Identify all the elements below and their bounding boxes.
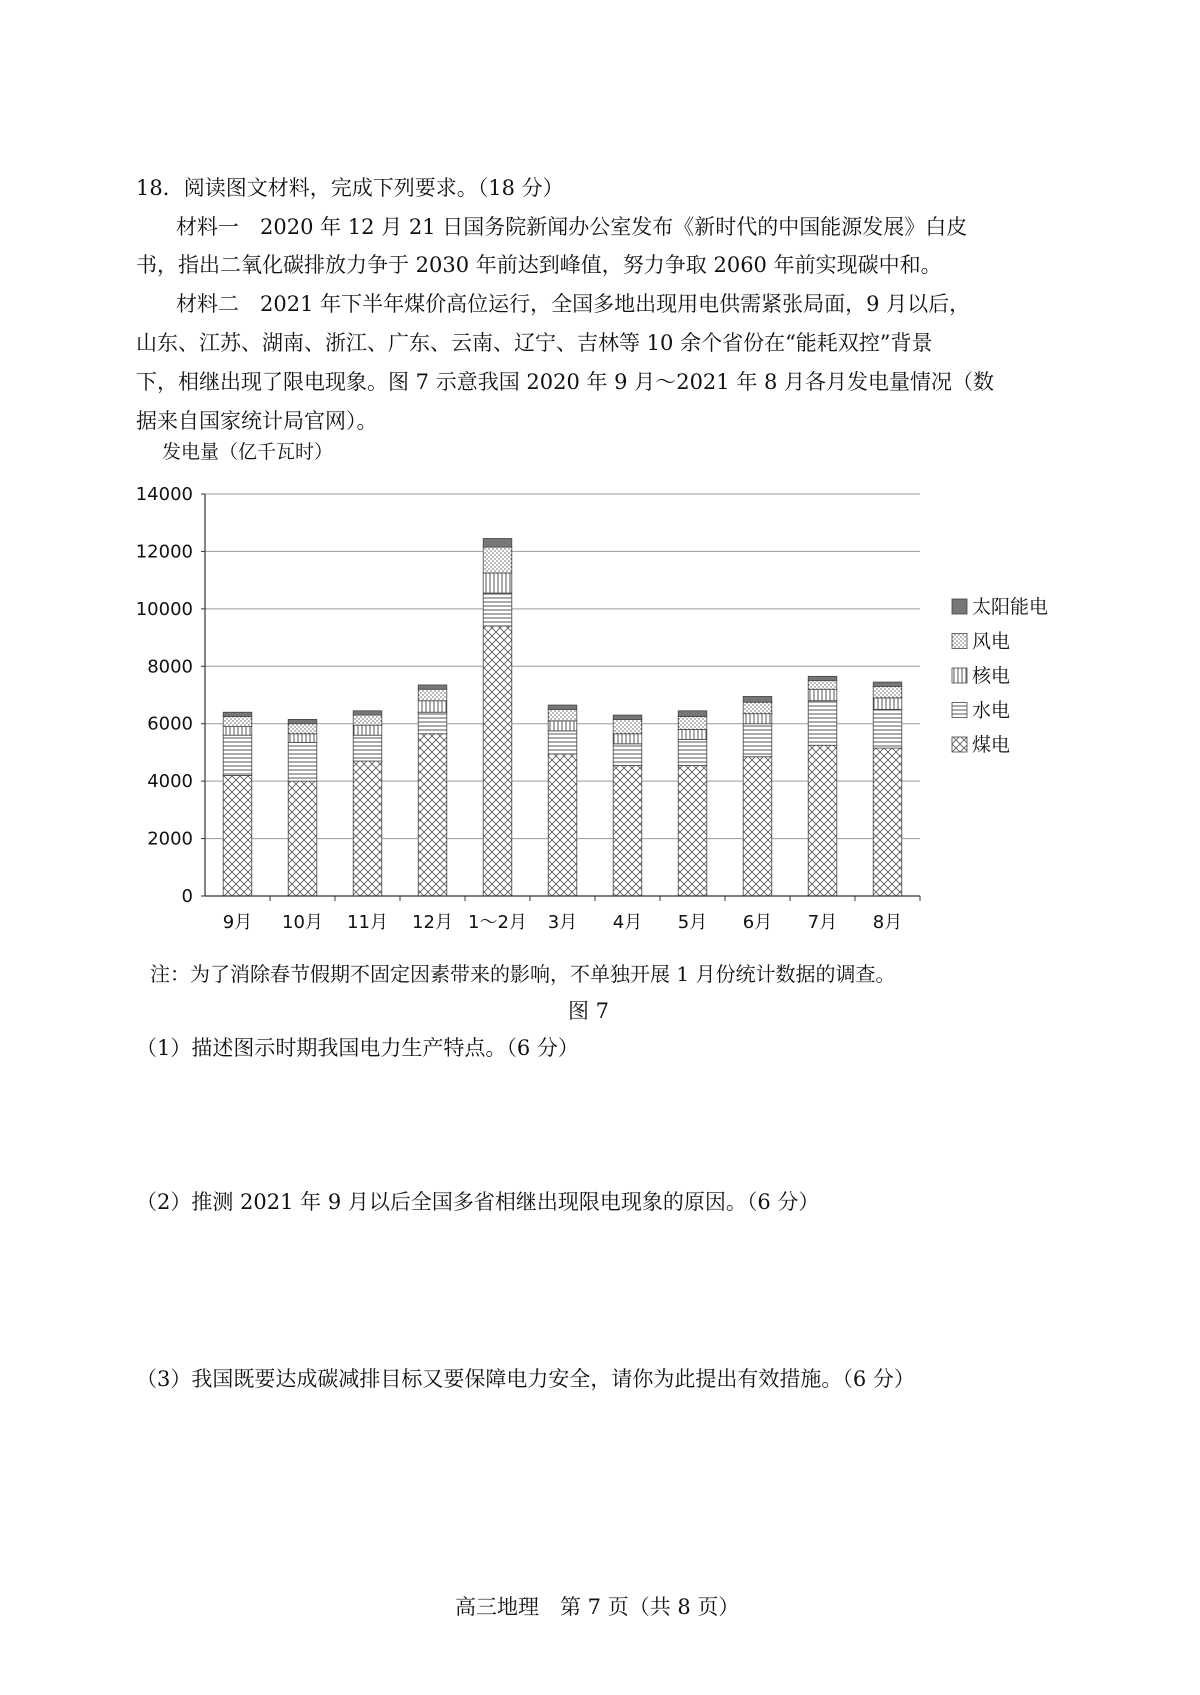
bar-segment-3 <box>353 715 382 725</box>
y-tick-label: 6000 <box>147 713 193 735</box>
bar-segment-0 <box>288 781 317 896</box>
bar-segment-0 <box>743 757 772 896</box>
page-footer: 高三地理 第 7 页（共 8 页） <box>455 1595 740 1619</box>
bar-segment-0 <box>678 765 707 896</box>
bar-segment-2 <box>743 714 772 724</box>
bar-segment-3 <box>808 681 837 690</box>
material-2-line-1: 材料二 2021 年下半年煤价高位运行，全国多地出现用电供需紧张局面，9 月以后， <box>176 292 971 316</box>
x-tick-label: 3月 <box>547 912 578 933</box>
bar-segment-0 <box>548 754 577 896</box>
bar-segment-2 <box>808 689 837 700</box>
bar-segment-1 <box>743 724 772 757</box>
bar-segment-0 <box>223 775 252 896</box>
bar-segment-3 <box>613 719 642 733</box>
bar-segment-4 <box>613 715 642 719</box>
bar-segment-2 <box>353 725 382 735</box>
bar-segment-2 <box>223 727 252 736</box>
material-2-line-2: 山东、江苏、湖南、浙江、广东、云南、辽宁、吉林等 10 余个省份在“能耗双控”背景 <box>136 331 933 355</box>
bar-segment-1 <box>288 742 317 781</box>
x-tick-label: 7月 <box>807 912 838 933</box>
bar-segment-3 <box>873 686 902 697</box>
y-tick-label: 14000 <box>135 484 193 505</box>
bar-segment-4 <box>353 711 382 715</box>
bar-segment-0 <box>808 745 837 896</box>
bar-segment-4 <box>418 685 447 689</box>
figure-caption: 图 7 <box>568 999 610 1023</box>
bar-segment-3 <box>678 717 707 730</box>
question-title: 18．阅读图文材料，完成下列要求。（18 分） <box>136 176 564 200</box>
bar-segment-0 <box>353 761 382 896</box>
bar-segment-3 <box>418 689 447 700</box>
bar-segment-0 <box>613 765 642 896</box>
x-tick-label: 4月 <box>612 912 643 933</box>
bar-segment-2 <box>548 721 577 731</box>
bar-segment-2 <box>873 698 902 709</box>
bar-segment-0 <box>483 626 512 896</box>
bar-segment-3 <box>223 717 252 727</box>
legend-label: 太阳能电 <box>972 596 1049 618</box>
bar-segment-2 <box>418 701 447 712</box>
material-2-line-3: 下，相继出现了限电现象。图 7 示意我国 2020 年 9 月～2021 年 8 月各月发电量情况（数 <box>136 370 995 394</box>
x-tick-label: 6月 <box>742 912 773 933</box>
legend-swatch <box>952 703 967 718</box>
bar-segment-2 <box>678 729 707 739</box>
bar-segment-0 <box>873 748 902 896</box>
x-tick-label: 8月 <box>872 912 903 933</box>
legend-label: 核电 <box>972 665 1011 687</box>
bar-segment-1 <box>223 735 252 775</box>
y-tick-label: 2000 <box>147 828 193 850</box>
bar-segment-1 <box>548 731 577 754</box>
bar-segment-4 <box>678 711 707 717</box>
y-tick-label: 8000 <box>147 656 193 678</box>
bar-segment-1 <box>613 744 642 766</box>
legend-label: 风电 <box>972 630 1011 653</box>
y-tick-label: 4000 <box>147 771 193 793</box>
bar-segment-1 <box>678 740 707 766</box>
subquestion-2: （2）推测 2021 年 9 月以后全国多省相继出现限电现象的原因。（6 分） <box>136 1190 820 1214</box>
material-2-line-4: 据来自国家统计局官网）。 <box>136 409 378 433</box>
bar-segment-0 <box>418 734 447 896</box>
y-tick-label: 10000 <box>135 598 193 620</box>
bar-segment-1 <box>483 593 512 626</box>
subquestion-1: （1）描述图示时期我国电力生产特点。（6 分） <box>136 1036 579 1060</box>
legend-swatch <box>952 634 967 649</box>
bar-segment-1 <box>353 735 382 761</box>
bar-segment-3 <box>548 709 577 720</box>
legend-swatch <box>952 599 967 614</box>
x-tick-label: 5月 <box>677 912 708 933</box>
bar-segment-4 <box>288 719 317 723</box>
bar-segment-2 <box>288 734 317 743</box>
bar-segment-4 <box>808 676 837 680</box>
x-tick-label: 12月 <box>412 912 453 933</box>
bar-segment-2 <box>613 734 642 744</box>
legend-label: 煤电 <box>972 734 1011 756</box>
y-axis-label: 发电量（亿千瓦时） <box>162 441 334 463</box>
material-1-line-2: 书，指出二氧化碳排放力争于 2030 年前达到峰值，努力争取 2060 年前实现碳中和。 <box>136 253 942 277</box>
bar-segment-4 <box>548 705 577 709</box>
x-tick-label: 1～2月 <box>468 912 527 933</box>
y-tick-label: 12000 <box>135 541 193 563</box>
bar-segment-1 <box>418 712 447 734</box>
bar-segment-1 <box>873 709 902 748</box>
bar-segment-4 <box>743 696 772 702</box>
material-1-line-1: 材料一 2020 年 12 月 21 日国务院新闻办公室发布《新时代的中国能源发展》白皮 <box>176 215 968 239</box>
bar-segment-4 <box>873 682 902 686</box>
x-tick-label: 10月 <box>282 912 323 933</box>
x-tick-label: 11月 <box>347 912 388 933</box>
bar-segment-4 <box>223 712 252 716</box>
bar-segment-3 <box>483 547 512 573</box>
legend-label: 水电 <box>972 699 1011 722</box>
y-tick-label: 0 <box>181 886 193 907</box>
chart-note: 注：为了消除春节假期不固定因素带来的影响，不单独开展 1 月份统计数据的调查。 <box>150 962 896 986</box>
bar-segment-3 <box>743 702 772 713</box>
bar-segment-2 <box>483 573 512 593</box>
subquestion-3: （3）我国既要达成碳减排目标又要保障电力安全，请你为此提出有效措施。（6 分） <box>136 1367 915 1391</box>
x-tick-label: 9月 <box>222 912 253 933</box>
bar-segment-1 <box>808 701 837 746</box>
legend-swatch <box>952 668 967 683</box>
bar-segment-4 <box>483 539 512 548</box>
power-generation-chart <box>120 440 1080 960</box>
bar-segment-3 <box>288 724 317 734</box>
legend-swatch <box>952 737 967 752</box>
